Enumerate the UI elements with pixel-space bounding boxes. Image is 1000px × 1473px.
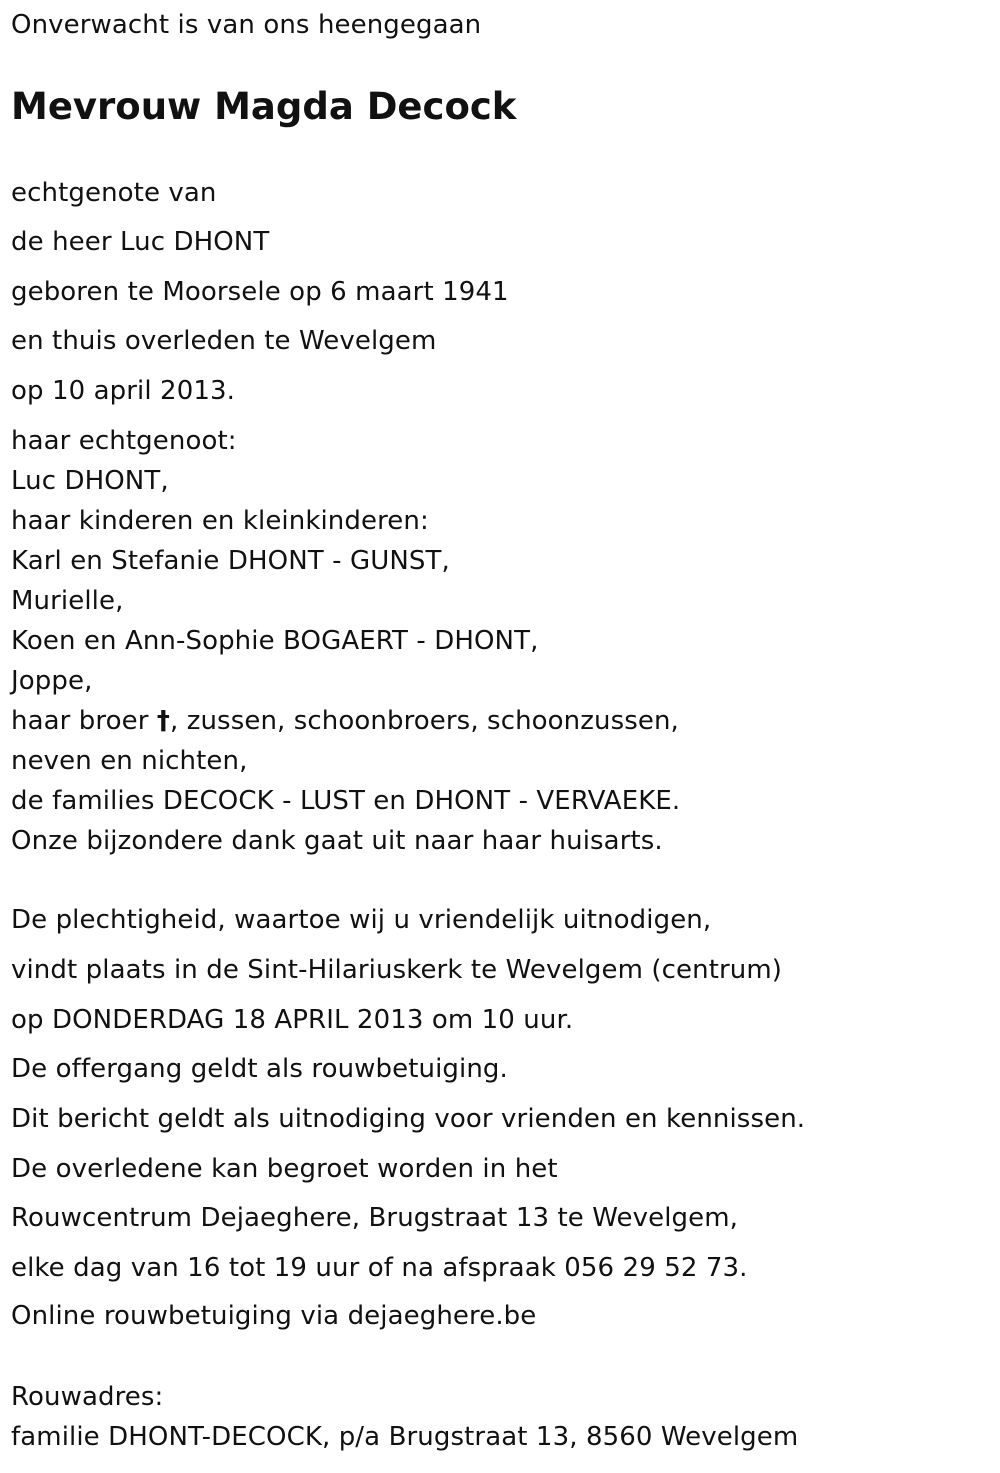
family-line: haar echtgenoot: xyxy=(11,426,237,456)
death-place-line: en thuis overleden te Wevelgem xyxy=(11,326,437,356)
family-line: Murielle, xyxy=(11,586,124,616)
ceremony-line: op DONDERDAG 18 APRIL 2013 om 10 uur. xyxy=(11,1005,574,1035)
thanks-line: Onze bijzondere dank gaat uit naar haar huisarts. xyxy=(11,826,663,856)
family-line: Luc DHONT, xyxy=(11,466,169,496)
ceremony-line: elke dag van 16 tot 19 uur of na afspraak 056 29 52 73. xyxy=(11,1253,748,1283)
ceremony-line: Rouwcentrum Dejaeghere, Brugstraat 13 te Wevelgem, xyxy=(11,1203,739,1233)
intro-line: Onverwacht is van ons heengegaan xyxy=(11,10,482,40)
ceremony-line: De plechtigheid, waartoe wij u vriendelijk uitnodigen, xyxy=(11,905,712,935)
cross-icon: † xyxy=(156,706,170,736)
family-line: Koen en Ann-Sophie BOGAERT - DHONT, xyxy=(11,626,539,656)
birth-line: geboren te Moorsele op 6 maart 1941 xyxy=(11,277,509,307)
ceremony-line: vindt plaats in de Sint-Hilariuskerk te Wevelgem (centrum) xyxy=(11,955,783,985)
spouse-name: de heer Luc DHONT xyxy=(11,227,270,257)
brother-line xyxy=(11,705,679,737)
spouse-intro: echtgenote van xyxy=(11,178,217,208)
family-line: de families DECOCK - LUST en DHONT - VERVAEKE. xyxy=(11,786,681,816)
family-line: Joppe, xyxy=(11,666,93,696)
family-line: Karl en Stefanie DHONT - GUNST, xyxy=(11,546,450,576)
deceased-name: Mevrouw Magda Decock xyxy=(11,85,517,128)
ceremony-line: De overledene kan begroet worden in het xyxy=(11,1154,558,1184)
address-label: Rouwadres: xyxy=(11,1382,164,1412)
brother-line-after: , zussen, schoonbroers, schoonzussen, xyxy=(170,706,679,736)
ceremony-line: De offergang geldt als rouwbetuiging. xyxy=(11,1054,508,1084)
brother-line-before: haar broer xyxy=(11,706,157,736)
death-date-line: op 10 april 2013. xyxy=(11,376,235,406)
family-line: neven en nichten, xyxy=(11,746,248,776)
ceremony-line: Dit bericht geldt als uitnodiging voor vrienden en kennissen. xyxy=(11,1104,806,1134)
address-line: familie DHONT-DECOCK, p/a Brugstraat 13, 8560 Wevelgem xyxy=(11,1422,799,1452)
ceremony-line: Online rouwbetuiging via dejaeghere.be xyxy=(11,1301,537,1331)
family-line: haar kinderen en kleinkinderen: xyxy=(11,506,429,536)
